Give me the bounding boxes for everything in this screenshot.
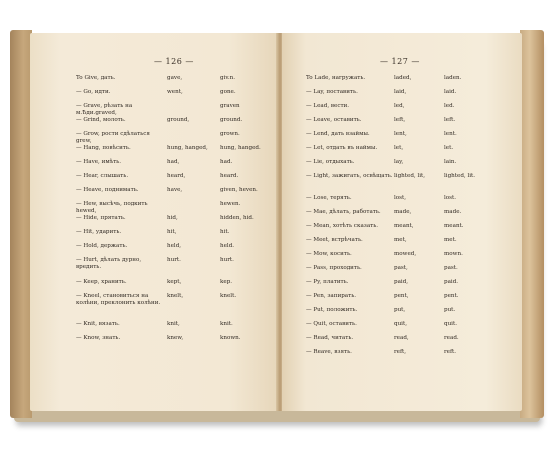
- verb-past: let,: [394, 145, 404, 151]
- left-page: [30, 33, 278, 411]
- verb-participle: lost.: [444, 195, 457, 201]
- verb-participle: knelt.: [220, 293, 237, 299]
- verb-infinitive: — Hew, высѣчь, подкить hewed,: [76, 201, 148, 214]
- verb-participle: paid.: [444, 279, 459, 285]
- verb-participle: grown.: [220, 131, 240, 137]
- verb-participle: held.: [220, 243, 235, 249]
- verb-participle: kep.: [220, 279, 233, 285]
- verb-participle: lent.: [444, 131, 457, 137]
- verb-past: went,: [167, 89, 183, 95]
- verb-infinitive: — Knit, вязать.: [76, 321, 120, 327]
- verb-infinitive: — Lay, поставить.: [306, 89, 358, 95]
- verb-past: knew,: [167, 335, 184, 341]
- verb-participle: laden.: [444, 75, 462, 81]
- left-page-number: — 126 —: [154, 57, 194, 66]
- verb-participle: lain.: [444, 159, 457, 165]
- verb-infinitive: — Hold, держать.: [76, 243, 128, 249]
- verb-past: lent,: [394, 131, 407, 137]
- verb-participle: giv.n.: [220, 75, 236, 81]
- verb-infinitive: — Pass, проходить.: [306, 265, 362, 271]
- verb-past: left,: [394, 117, 406, 123]
- verb-past: hid,: [167, 215, 178, 221]
- verb-infinitive: — Mow, косить.: [306, 251, 352, 257]
- verb-participle: put.: [444, 307, 456, 313]
- verb-participle: met.: [444, 237, 457, 243]
- verb-infinitive: — Hang, повѣсить.: [76, 145, 131, 151]
- verb-participle: lighted, lit.: [444, 173, 476, 179]
- verb-past: kept,: [167, 279, 182, 285]
- verb-infinitive: — Let, отдать въ наймы.: [306, 145, 378, 151]
- verb-participle: given, heven.: [220, 187, 258, 193]
- verb-participle: past.: [444, 265, 458, 271]
- book-cover-right-edge: [520, 30, 544, 418]
- verb-participle: read.: [444, 335, 459, 341]
- verb-participle: heard.: [220, 173, 239, 179]
- verb-infinitive: — Meet, встрѣчать.: [306, 237, 363, 243]
- verb-past: made,: [394, 209, 412, 215]
- verb-infinitive: — Reave, взять.: [306, 349, 352, 355]
- verb-participle: hewen.: [220, 201, 241, 207]
- verb-past: met,: [394, 237, 407, 243]
- verb-infinitive: — Lead, вести.: [306, 103, 350, 109]
- verb-infinitive: — Hide, прятать.: [76, 215, 126, 221]
- verb-infinitive: — Go, идти.: [76, 89, 111, 95]
- verb-participle: quit.: [444, 321, 457, 327]
- verb-infinitive: — Hear, слышать.: [76, 173, 129, 179]
- verb-past: hung, hanged,: [167, 145, 208, 151]
- verb-participle: led.: [444, 103, 455, 109]
- verb-infinitive: — Mae, дѣлать, работать.: [306, 209, 381, 215]
- verb-infinitive: To Give, дать.: [76, 75, 116, 81]
- verb-participle: hit.: [220, 229, 230, 235]
- verb-participle: hidden, hid.: [220, 215, 254, 221]
- verb-past: laded,: [394, 75, 412, 81]
- verb-past: held,: [167, 243, 182, 249]
- verb-infinitive: — Heave, поднимать.: [76, 187, 139, 193]
- verb-past: pent,: [394, 293, 409, 299]
- verb-past: read,: [394, 335, 409, 341]
- verb-past: laid,: [394, 89, 407, 95]
- verb-participle: made.: [444, 209, 462, 215]
- verb-infinitive: — Lend, дать взаймы.: [306, 131, 370, 137]
- verb-past: lighted, lit,: [394, 173, 426, 179]
- verb-infinitive: — Lie, отдыхать.: [306, 159, 355, 165]
- verb-infinitive: — Light, зажигать, освѣщать.: [306, 173, 393, 179]
- verb-participle: knit.: [220, 321, 233, 327]
- right-page-number: — 127 —: [380, 57, 420, 66]
- verb-participle: laid.: [444, 89, 457, 95]
- verb-participle: gone.: [220, 89, 236, 95]
- verb-infinitive: — Leave, оставить.: [306, 117, 362, 123]
- verb-participle: left.: [444, 117, 456, 123]
- verb-infinitive: — Pen, запирать.: [306, 293, 357, 299]
- verb-infinitive: — Quit, оставить.: [306, 321, 357, 327]
- verb-past: meant,: [394, 223, 414, 229]
- book-cover-left-edge: [10, 30, 32, 418]
- verb-participle: graven: [220, 103, 240, 109]
- verb-past: quit,: [394, 321, 407, 327]
- verb-infinitive: — Hurt, дѣлать дурно, вредить.: [76, 257, 142, 270]
- verb-infinitive: — Mean, хотѣть сказать.: [306, 223, 379, 229]
- verb-participle: hung, hanged.: [220, 145, 261, 151]
- verb-infinitive: — Keep, хранить.: [76, 279, 127, 285]
- verb-infinitive: — Put, положить.: [306, 307, 358, 313]
- verb-past: hurt.: [167, 257, 181, 263]
- verb-infinitive: — Lose, терять.: [306, 195, 352, 201]
- verb-past: led,: [394, 103, 405, 109]
- verb-past: lay,: [394, 159, 404, 165]
- verb-participle: pent.: [444, 293, 459, 299]
- verb-past: heard,: [167, 173, 186, 179]
- verb-participle: hurt.: [220, 257, 234, 263]
- verb-participle: ground.: [220, 117, 243, 123]
- verb-participle: known.: [220, 335, 241, 341]
- verb-past: have,: [167, 187, 183, 193]
- verb-past: knit,: [167, 321, 180, 327]
- verb-past: reft,: [394, 349, 407, 355]
- verb-infinitive: — Grow, рости сдѣлаться grew,: [76, 131, 150, 144]
- verb-participle: meant.: [444, 223, 464, 229]
- verb-past: mowed,: [394, 251, 417, 257]
- verb-infinitive: To Lade, нагружать.: [306, 75, 366, 81]
- verb-infinitive: — Grave, рѣзать на м.Ѣди.graved,: [76, 103, 133, 116]
- verb-past: past,: [394, 265, 408, 271]
- verb-past: gave,: [167, 75, 183, 81]
- verb-infinitive: — Know, знать.: [76, 335, 121, 341]
- verb-infinitive: — Have, имѣть.: [76, 159, 121, 165]
- verb-infinitive: — Grind, молоть.: [76, 117, 126, 123]
- verb-participle: reft.: [444, 349, 457, 355]
- verb-past: lost,: [394, 195, 407, 201]
- verb-participle: had.: [220, 159, 233, 165]
- verb-past: paid,: [394, 279, 409, 285]
- verb-infinitive: — Read, читать.: [306, 335, 354, 341]
- verb-participle: mown.: [444, 251, 463, 257]
- verb-past: knelt,: [167, 293, 184, 299]
- verb-infinitive: — Hit, ударить.: [76, 229, 122, 235]
- verb-past: hit,: [167, 229, 177, 235]
- verb-infinitive: — Kneel, становиться на колѣни, преклонить колѣни.: [76, 293, 161, 306]
- right-page: [282, 33, 522, 411]
- verb-past: ground,: [167, 117, 190, 123]
- verb-infinitive: — Py, платить.: [306, 279, 349, 285]
- verb-past: put,: [394, 307, 406, 313]
- verb-past: had,: [167, 159, 180, 165]
- verb-participle: let.: [444, 145, 454, 151]
